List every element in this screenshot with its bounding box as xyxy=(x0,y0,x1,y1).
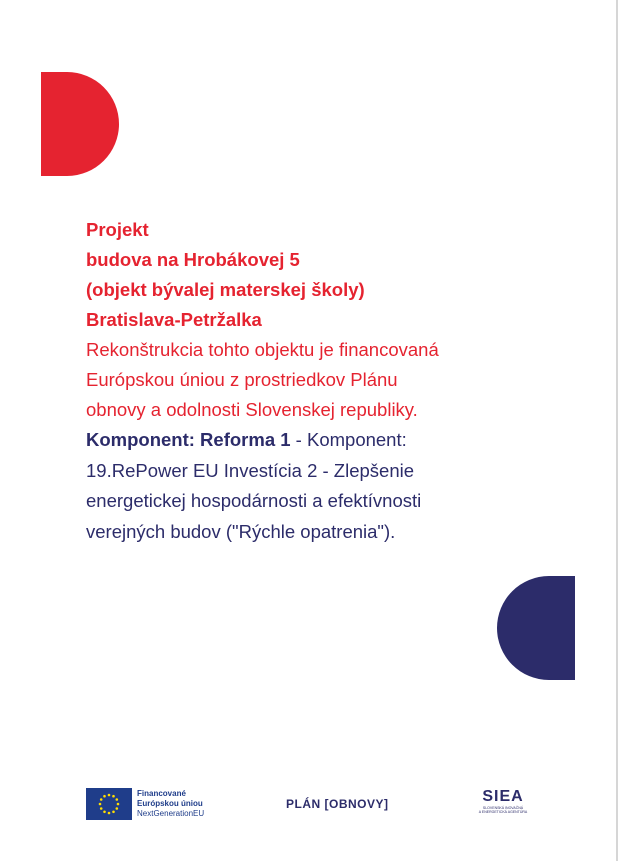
siea-sub-line-2: A ENERGETICKÁ AGENTÚRA xyxy=(478,810,528,814)
plan-word: PLÁN xyxy=(286,797,321,811)
plan-obnovy-logo xyxy=(286,797,389,811)
main-content xyxy=(86,215,566,547)
title-line-4: Bratislava-Petržalka xyxy=(86,309,262,330)
eu-funding-logo xyxy=(86,788,204,820)
eu-stars-icon xyxy=(86,788,132,820)
eu-text-line-2: Európskou úniou xyxy=(137,799,203,808)
title-line-3: (objekt bývalej materskej školy) xyxy=(86,279,365,300)
siea-logo xyxy=(473,788,533,814)
component-line-1-rest: - Komponent: xyxy=(290,429,407,450)
navy-semicircle-decoration xyxy=(497,576,575,680)
eu-text-line-3: NextGenerationEU xyxy=(137,809,205,818)
title-line-1: Projekt xyxy=(86,219,149,240)
component-line-1 xyxy=(86,425,566,456)
financing-line-2: Európskou úniou z prostriedkov Plánu xyxy=(86,369,398,390)
plan-bracket-close: ] xyxy=(384,797,389,811)
financing-line-3: obnovy a odolnosti Slovenskej republiky. xyxy=(86,399,418,420)
component-line-2: 19.RePower EU Investícia 2 - Zlepšenie xyxy=(86,459,415,481)
footer xyxy=(0,780,618,830)
siea-mark: SIEA xyxy=(482,788,524,805)
siea-sub-line-1: SLOVENSKÁ INOVAČNÁ xyxy=(482,806,524,810)
component-line-4: verejných budov ("Rýchle opatrenia"). xyxy=(86,520,396,542)
red-semicircle-decoration xyxy=(41,72,119,176)
component-label: Komponent: Reforma 1 xyxy=(86,429,291,450)
obnovy-word: OBNOVY xyxy=(329,797,385,811)
component-line-3: energetickej hospodárnosti a efektívnosti xyxy=(86,490,422,511)
eu-text-line-1: Financované xyxy=(137,789,186,798)
title-line-2: budova na Hrobákovej 5 xyxy=(86,249,300,270)
financing-line-1: Rekonštrukcia tohto objektu je financovaná xyxy=(86,339,439,360)
eu-flag-icon xyxy=(86,788,132,820)
plan-bracket-open: [ xyxy=(324,797,330,811)
eu-funding-text xyxy=(137,789,204,819)
